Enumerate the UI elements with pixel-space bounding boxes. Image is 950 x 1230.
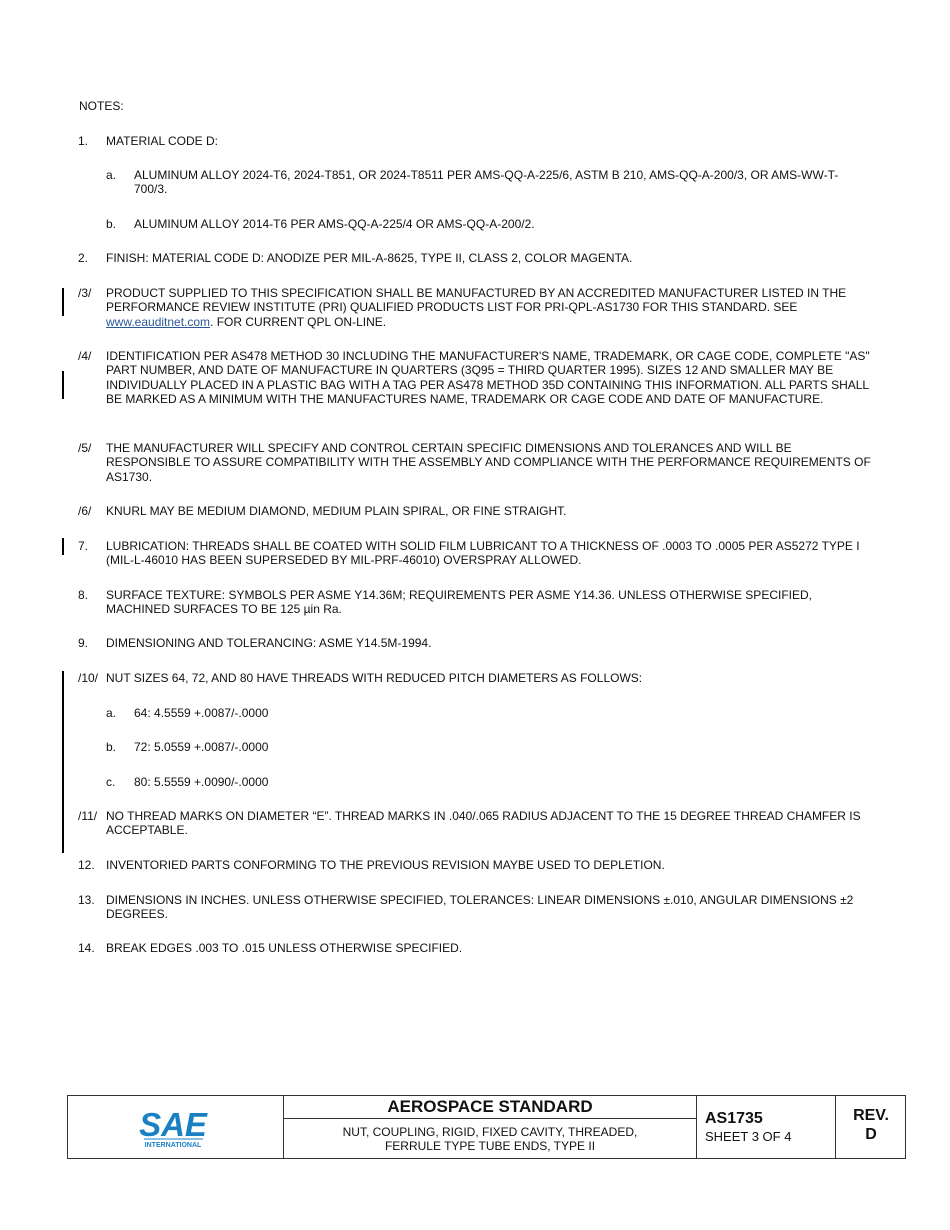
note-number: 13.	[78, 893, 95, 907]
note-text: SURFACE TEXTURE: SYMBOLS PER ASME Y14.36M; REQUIREMENTS PER ASME Y14.36. UNLESS OTHERWISE SPECIFIED, MACHINED SURFACES TO BE 125 µin Ra.	[106, 588, 812, 617]
title-block	[67, 1095, 906, 1159]
note-number: /11/	[78, 809, 98, 823]
note-number: 14.	[78, 941, 95, 955]
note-12	[78, 858, 878, 872]
revision	[836, 1106, 906, 1144]
note-5	[78, 441, 878, 484]
note-8	[78, 588, 878, 617]
title-block-docnum-cell	[697, 1096, 836, 1158]
note-text: THE MANUFACTURER WILL SPECIFY AND CONTROL CERTAIN SPECIFIC DIMENSIONS AND TOLERANCES AND WILL BE RESPONSIBLE TO ASSURE COMPATIBILITY WITH THE ASSEMBLY AND COMPLIANCE WITH THE PERFORMANCE REQUIREMENTS OF AS1730.	[106, 441, 871, 484]
note-number: 8.	[78, 588, 89, 602]
note-number: 7.	[78, 539, 89, 553]
note-3	[78, 286, 878, 329]
note-text: DIMENSIONING AND TOLERANCING: ASME Y14.5M-1994.	[106, 636, 432, 650]
note-number: /5/	[78, 441, 92, 455]
note-text: DIMENSIONS IN INCHES. UNLESS OTHERWISE SPECIFIED, TOLERANCES: LINEAR DIMENSIONS ±.010, ANGULAR DIMENSIONS ±2 DEGREES.	[106, 893, 854, 922]
document-number: AS1735	[705, 1110, 763, 1127]
note-7	[78, 539, 878, 568]
sub-letter: c.	[106, 775, 116, 789]
revision-bar	[62, 671, 64, 853]
description-line: FERRULE TYPE TUBE ENDS, TYPE II	[384, 1139, 596, 1153]
note-14	[78, 941, 878, 955]
note-number: 12.	[78, 858, 95, 872]
sub-letter: a.	[106, 706, 117, 720]
description-line: NUT, COUPLING, RIGID, FIXED CAVITY, THREADED,	[342, 1125, 638, 1139]
note-text: BREAK EDGES .003 TO .015 UNLESS OTHERWISE SPECIFIED.	[106, 941, 463, 955]
note-text: MATERIAL CODE D:	[106, 134, 219, 148]
note-text-part: PRODUCT SUPPLIED TO THIS SPECIFICATION SHALL BE MANUFACTURED BY AN ACCREDITED MANUFACTURER LISTED IN THE PERFORMANCE REVIEW INSTITUTE (PRI) QUALIFIED PRODUCTS LIST FOR PRI-QPL-AS1730 FOR THIS STANDARD. SEE	[106, 286, 847, 315]
note-number: 2.	[78, 251, 89, 265]
standard-description	[284, 1125, 696, 1153]
sub-text: 64: 4.5559 +.0087/-.0000	[134, 706, 269, 720]
note-9	[78, 636, 878, 650]
note-text	[106, 286, 878, 329]
note-10a	[106, 706, 866, 720]
eauditnet-link[interactable]: www.eauditnet.com	[106, 314, 211, 329]
note-text-part: . FOR CURRENT QPL ON-LINE.	[210, 314, 387, 329]
note-number: /10/	[78, 671, 99, 685]
sub-text: ALUMINUM ALLOY 2024-T6, 2024-T851, OR 2024-T8511 PER AMS-QQ-A-225/6, ASTM B 210, AMS-QQ-A-200/3, OR AMS-WW-T-700/3.	[134, 168, 839, 197]
sub-text: 80: 5.5559 +.0090/-.0000	[134, 775, 269, 789]
note-10c	[106, 775, 866, 789]
note-2	[78, 251, 878, 265]
sheet-number: SHEET 3 OF 4	[705, 1129, 792, 1144]
notes-heading: NOTES:	[79, 99, 124, 113]
note-number: 9.	[78, 636, 89, 650]
sub-letter: b.	[106, 217, 117, 231]
revision-value: D	[865, 1126, 877, 1143]
note-4	[78, 349, 878, 406]
title-block-rev-cell	[836, 1096, 906, 1158]
sub-letter: b.	[106, 740, 117, 754]
note-number: /4/	[78, 349, 92, 363]
note-text: NUT SIZES 64, 72, AND 80 HAVE THREADS WITH REDUCED PITCH DIAMETERS AS FOLLOWS:	[106, 671, 643, 685]
revision-bar	[62, 371, 64, 399]
revision-label: REV.	[853, 1107, 889, 1124]
revision-bar	[62, 288, 64, 316]
title-block-logo-cell	[68, 1096, 284, 1158]
note-text: LUBRICATION: THREADS SHALL BE COATED WITH SOLID FILM LUBRICANT TO A THICKNESS OF .0003 TO .0005 PER AS5272 TYPE I (MIL-L-46010 HAS BEEN SUPERSEDED BY MIL-PRF-46010) OVERSPRAY ALLOWED.	[106, 539, 860, 568]
standard-type: AEROSPACE STANDARD	[284, 1096, 696, 1119]
sub-letter: a.	[106, 168, 117, 182]
note-text: FINISH: MATERIAL CODE D: ANODIZE PER MIL-A-8625, TYPE II, CLASS 2, COLOR MAGENTA.	[106, 251, 633, 265]
note-10	[78, 671, 878, 685]
sae-logo-icon	[139, 1106, 209, 1148]
sae-logo-text: SAE	[139, 1106, 207, 1143]
note-1b	[106, 217, 866, 231]
note-text: INVENTORIED PARTS CONFORMING TO THE PREVIOUS REVISION MAYBE USED TO DEPLETION.	[106, 858, 665, 872]
title-block-title-cell	[284, 1096, 697, 1158]
sub-text: 72: 5.0559 +.0087/-.0000	[134, 740, 269, 754]
note-number: 1.	[78, 134, 89, 148]
note-text: IDENTIFICATION PER AS478 METHOD 30 INCLUDING THE MANUFACTURER'S NAME, TRADEMARK, OR CAGE CODE, COMPLETE "AS" PART NUMBER, AND DATE OF MANUFACTURE IN QUARTERS (3Q95 = THIRD QUARTER 1995). SIZES 12 AND SMALLER MAY BE INDIVIDUALLY PLACED IN A PLASTIC BAG WITH A TAG PER AS478 METHOD 35D CONTAINING THIS INFORMATION. ALL PARTS SHALL BE MARKED AS A MINIMUM WITH THE MANUFACTURES NAME, TRADEMARK OR CAGE CODE AND DATE OF MANUFACTURE.	[106, 349, 870, 406]
note-number: /3/	[78, 286, 92, 300]
note-1	[78, 134, 878, 148]
revision-bar	[62, 538, 64, 555]
sae-logo-subtext: INTERNATIONAL	[144, 1142, 202, 1148]
sub-text: ALUMINUM ALLOY 2014-T6 PER AMS-QQ-A-225/4 OR AMS-QQ-A-200/2.	[134, 217, 535, 231]
note-1a	[106, 168, 866, 197]
note-number: /6/	[78, 504, 92, 518]
note-13	[78, 893, 878, 922]
note-text: NO THREAD MARKS ON DIAMETER “E”. THREAD MARKS IN .040/.065 RADIUS ADJACENT TO THE 15 DEGREE THREAD CHAMFER IS ACCEPTABLE.	[106, 809, 861, 838]
note-text: KNURL MAY BE MEDIUM DIAMOND, MEDIUM PLAIN SPIRAL, OR FINE STRAIGHT.	[106, 504, 567, 518]
note-10b	[106, 740, 866, 754]
note-11	[78, 809, 878, 838]
note-6	[78, 504, 878, 518]
